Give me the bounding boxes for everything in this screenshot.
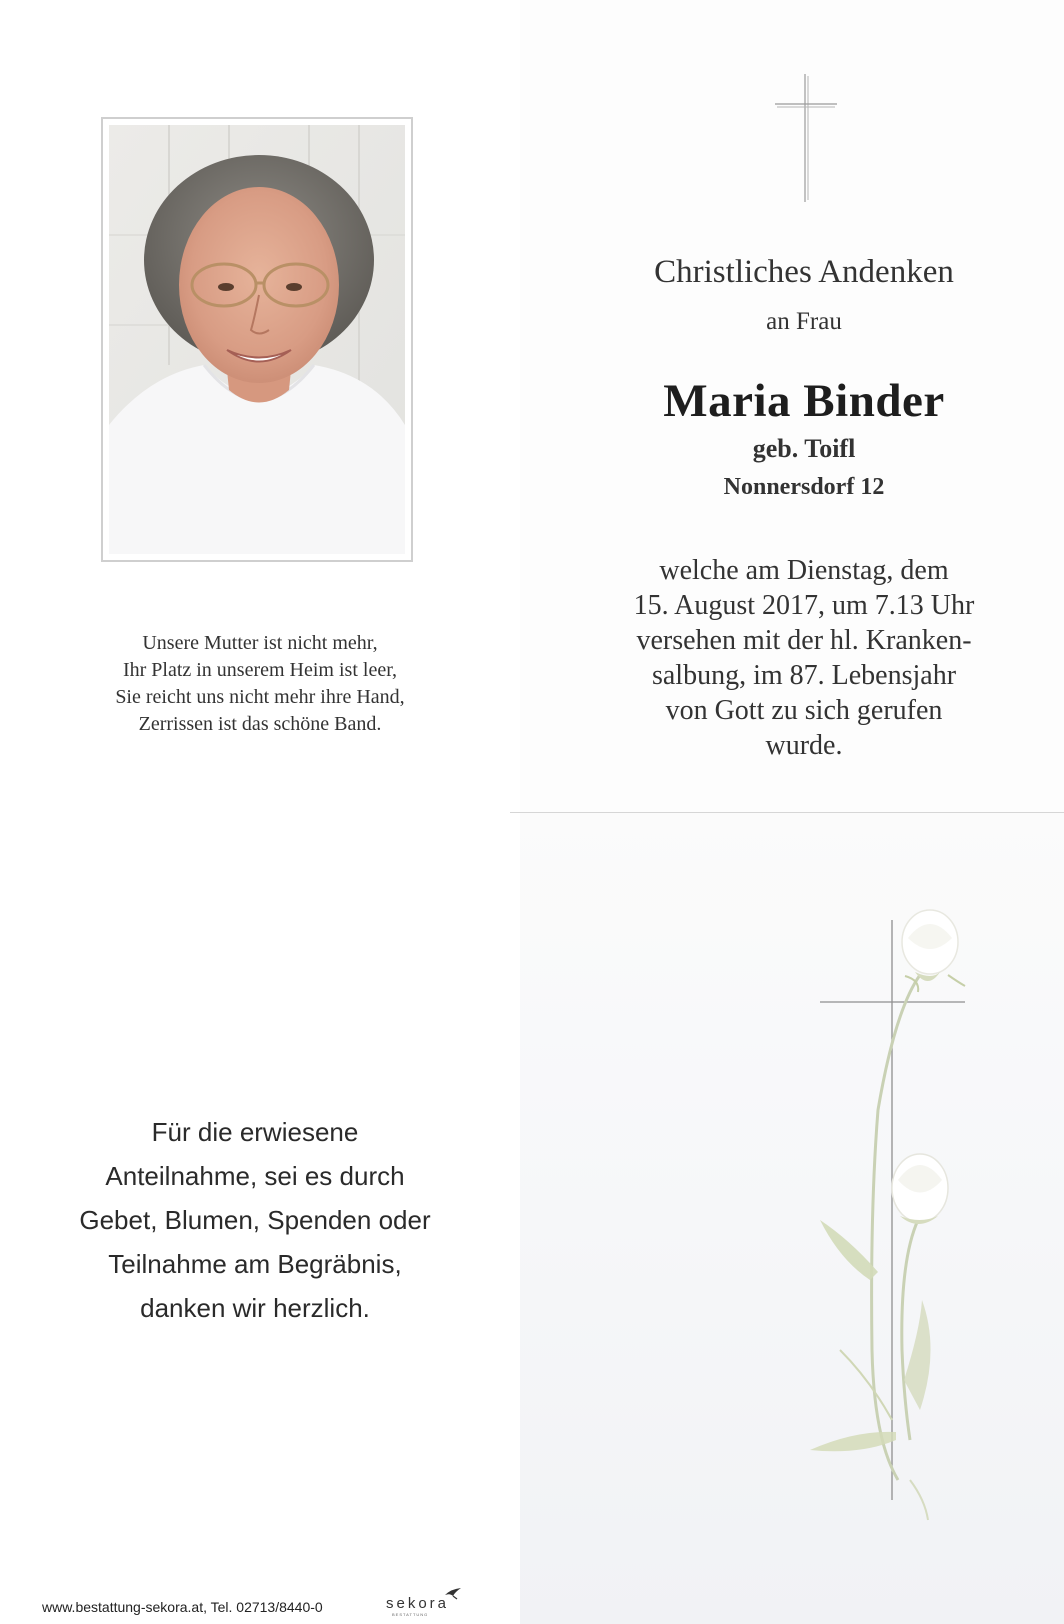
poem <box>40 630 480 738</box>
death-notice-line: welche am Dienstag, dem <box>659 555 949 586</box>
fold-line <box>510 812 1064 813</box>
thanks-line: Für die erwiesene <box>151 1117 359 1147</box>
death-notice <box>560 553 1048 763</box>
bird-icon <box>443 1587 463 1601</box>
maiden-name: geb. Toifl <box>752 434 856 463</box>
thanks-line: Gebet, Blumen, Spenden oder <box>79 1205 431 1235</box>
footer-contact: www.bestattung-sekora.at, Tel. 02713/8440-0 <box>42 1599 323 1615</box>
front-cover-panel <box>520 812 1064 1624</box>
death-notice-line: versehen mit der hl. Kranken- <box>636 625 972 656</box>
poem-line: Ihr Platz in unserem Heim ist leer, <box>122 659 398 681</box>
salutation: an Frau <box>766 308 842 335</box>
rose-cross-illustration <box>800 880 980 1560</box>
memorial-heading: Christliches Andenken <box>654 254 954 290</box>
cross-icon <box>775 74 837 202</box>
thanks-line: Anteilnahme, sei es durch <box>105 1161 405 1191</box>
thanks-line: Teilnahme am Begräbnis, <box>108 1249 402 1279</box>
portrait-photo <box>101 117 413 562</box>
thanks-line: danken wir herzlich. <box>140 1293 370 1323</box>
address: Nonnersdorf 12 <box>723 474 885 500</box>
death-notice-line: von Gott zu sich gerufen <box>665 695 943 726</box>
poem-line: Zerrissen ist das schöne Band. <box>138 713 382 735</box>
death-notice-line: salbung, im 87. Lebensjahr <box>651 660 957 691</box>
death-notice-line: wurde. <box>765 730 843 761</box>
poem-line: Sie reicht uns nicht mehr ihre Hand, <box>115 686 405 708</box>
thanks-message <box>20 1110 490 1330</box>
sekora-logo-subtext: BESTATTUNG <box>392 1612 429 1617</box>
portrait-image <box>109 125 405 554</box>
sekora-logo: sekora <box>386 1595 450 1612</box>
poem-line: Unsere Mutter ist nicht mehr, <box>142 632 378 654</box>
deceased-name: Maria Binder <box>663 375 945 427</box>
death-notice-line: 15. August 2017, um 7.13 Uhr <box>633 590 975 621</box>
